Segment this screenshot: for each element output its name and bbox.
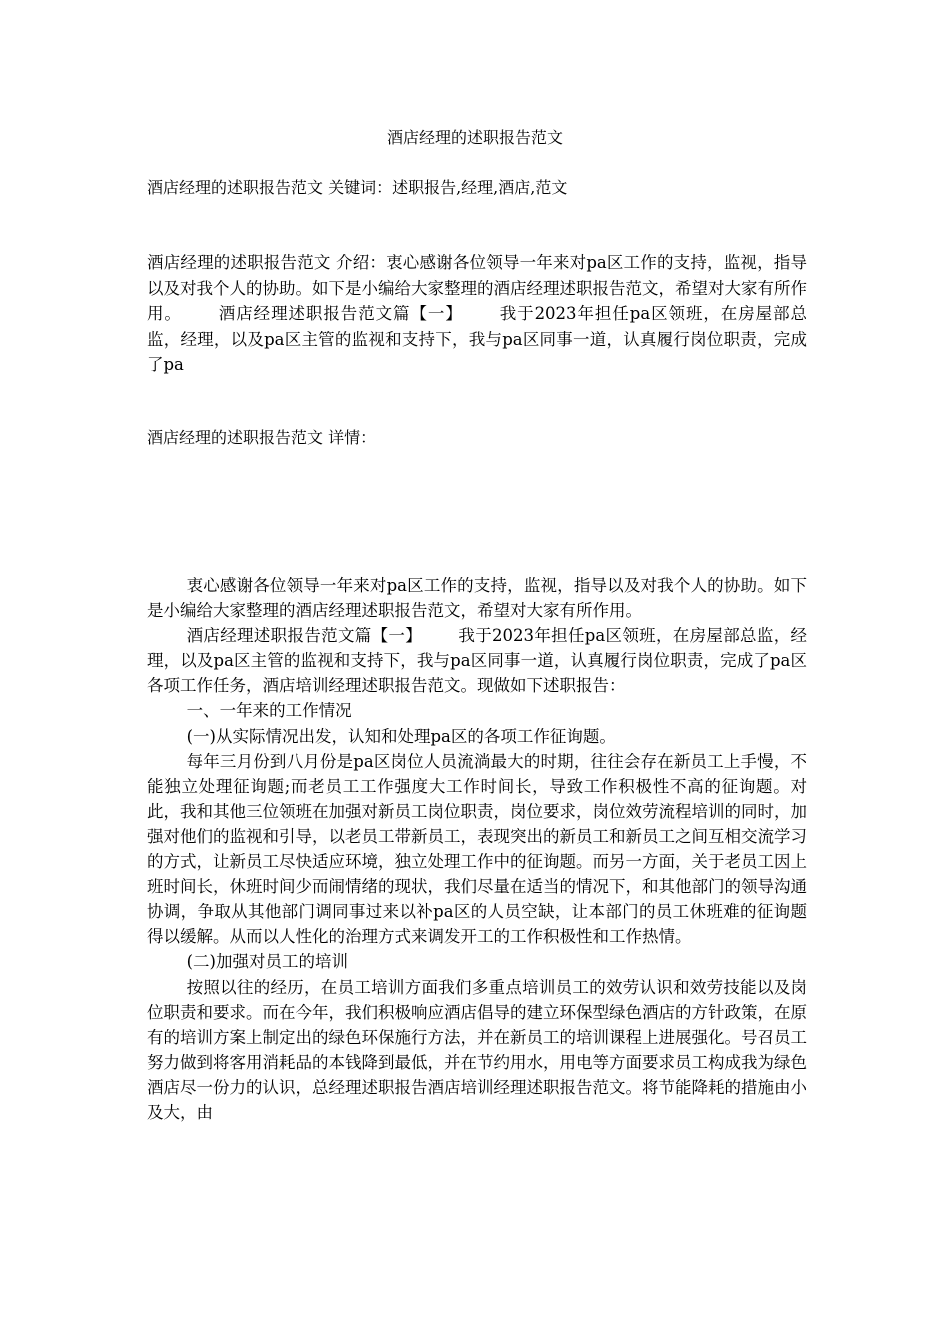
subsection-heading: (一)从实际情况出发，认知和处理pa区的各项工作征询题。	[186, 726, 616, 746]
body-paragraph	[147, 623, 807, 698]
body-paragraph: 按照以往的经历，在员工培训方面我们多重点培训员工的效劳认识和效劳技能以及岗位职责和要求。而在今年，我们积极响应酒店倡导的建立环保型绿色酒店的方针政策，在原有的培训方案上制定出的绿色环保施行方法，并在新员工的培训课程上进展强化。号召员工努力做到将客用消耗品的本钱降到最低，并在节约用水，用电等方面要求员工构成我为绿色酒店尽一份力的认识，总经理述职报告酒店培训经理述职报告范文。将节能降耗的措施由小及大，由	[147, 977, 807, 1122]
intro-section-heading: 酒店经理述职报告范文篇【一】	[217, 304, 463, 324]
keywords-line: 酒店经理的述职报告范文 关键词：述职报告,经理,酒店,范文	[147, 178, 568, 197]
body-text: 我于2023年担任pa区领班，在房屋部总监，经理，以及pa区主管的监视和支持下，我与pa区同事一道，认真履行岗位职责，完成了pa区各项工作任务，酒店培训经理述职报告范文。现做如下述职报告：	[147, 626, 808, 696]
document-title: 酒店经理的述职报告范文	[386, 128, 563, 147]
subsection-heading: (二)加强对员工的培训	[186, 952, 348, 972]
body-paragraph: 衷心感谢各位领导一年来对pa区工作的支持，监视，指导以及对我个人的协助。如下是小编给大家整理的酒店经理述职报告范文，希望对大家有所作用。	[147, 576, 807, 621]
body-paragraph: 每年三月份到八月份是pa区岗位人员流淌最大的时期，往往会存在新员工上手慢，不能独立处理征询题;而老员工工作强度大工作时间长，导致工作积极性不高的征询题。对此，我和其他三位领班在加强对新员工岗位职责，岗位要求，岗位效劳流程培训的同时，加强对他们的监视和引导，以老员工带新员工，表现突出的新员工和新员工之间互相交流学习的方式，让新员工尽快适应环境，独立处理工作中的征询题。而另一方面，关于老员工因上班时间长，休班时间少而闹情绪的现状，我们尽量在适当的情况下，和其他部门的领导沟通协调，争取从其他部门调同事过来以补pa区的人员空缺，让本部门的员工休班难的征询题得以缓解。从而以人性化的治理方式来调发开工的工作积极性和工作热情。	[147, 751, 807, 947]
section-heading: 一、一年来的工作情况	[186, 701, 352, 721]
section-heading: 酒店经理述职报告范文篇【一】	[186, 626, 423, 646]
document-body	[147, 573, 807, 1125]
intro-text-continued: 我于2023年担任pa区领班，在房屋部总监，经理，以及pa区主管的监视和支持下，我与pa区同事一道，认真履行岗位职责，完成了pa	[147, 304, 808, 375]
intro-paragraph	[147, 250, 807, 378]
intro-text: 酒店经理的述职报告范文 介绍：衷心感谢各位领导一年来对pa区工作的支持，监视，指导以及对我个人的协助。如下是小编给大家整理的酒店经理述职报告范文，希望对大家有所作用。	[147, 253, 807, 324]
detail-label: 酒店经理的述职报告范文 详情：	[147, 428, 377, 447]
